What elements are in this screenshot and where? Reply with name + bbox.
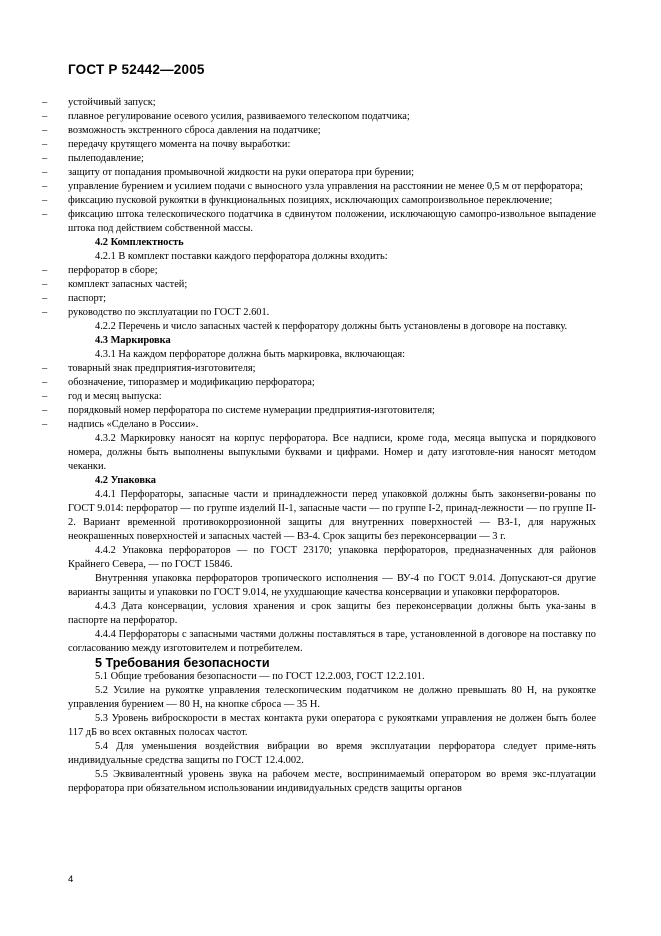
clause-5-2: 5.2 Усилие на рукоятке управления телескопическим податчиком не должно превышать 80 Н, на рукоятке управления бурением — 80 Н, на кнопке сброса — 35 Н. [68, 685, 596, 710]
clause-5-5: 5.5 Эквивалентный уровень звука на рабочем месте, воспринимаемый оператором во время экс-плуатации перфоратора при обязательном использовании индивидуальных средств защиты органов [68, 769, 596, 794]
list-item: – обозначение, типоразмер и модификацию перфоратора; [42, 377, 315, 388]
dash-marker: – [42, 293, 48, 304]
list-item: – перфоратор в сборе; [42, 265, 158, 276]
section-heading-4-4: 4.2 Упаковка [95, 475, 156, 486]
page-header: ГОСТ Р 52442—2005 [68, 62, 205, 77]
page-content [42, 96, 596, 796]
chapter-heading-5: 5 Требования безопасности [95, 656, 270, 670]
section-heading-4-3: 4.3 Маркировка [95, 335, 171, 346]
clause-4-4-2: 4.4.2 Упаковка перфораторов — по ГОСТ 23170; упаковка перфораторов, предназначенных для районов Крайнего Севера, — по ГОСТ 15846. [68, 545, 596, 570]
clause-4-4-3: 4.4.3 Дата консервации, условия хранения и срок защиты без переконсервации должны быть ука-заны в паспорте на перфоратор. [68, 601, 596, 626]
list-item: – порядковый номер перфоратора по системе нумерации предприятия-изготовителя; [42, 405, 435, 416]
clause-5-3: 5.3 Уровень виброскорости в местах контакта руки оператора с рукоятками управления не должен быть более 117 дБ во всех октавных полосах частот. [68, 713, 596, 738]
list-item: – комплект запасных частей; [42, 279, 188, 290]
dash-marker: – [42, 307, 48, 318]
clause-5-1: 5.1 Общие требования безопасности — по ГОСТ 12.2.003, ГОСТ 12.2.101. [95, 671, 425, 682]
dash-marker: – [42, 97, 48, 108]
dash-marker: – [42, 181, 48, 192]
clause-4-4-1: 4.4.1 Перфораторы, запасные части и принадлежности перед упаковкой должны быть законserви-рованы по ГОСТ 9.014: перфоратор — по группе изделий II-1, запасные части — по группе I-2, принад-лежности — по группе II-2. Вариант временной противокоррозионной защиты для внутренних поверхностей — ВЗ-1, для наружных неокрашенных поверхностей и запасных частей — ВЗ-4. Срок защиты без переконсервации — 3 г. [68, 489, 596, 542]
list-item: – паспорт; [42, 293, 107, 304]
dash-marker: – [42, 377, 48, 388]
list-item: – товарный знак предприятия-изготовителя; [42, 363, 256, 374]
section-heading-4-2: 4.2 Комплектность [95, 237, 184, 248]
clause-4-2-2: 4.2.2 Перечень и число запасных частей к перфоратору должны быть установлены в договоре на поставку. [95, 321, 568, 332]
dash-marker: – [42, 279, 48, 290]
dash-marker: – [42, 391, 48, 402]
list-item: – надпись «Сделано в России». [42, 419, 199, 430]
dash-marker: – [42, 195, 48, 206]
dash-marker: – [42, 265, 48, 276]
list-item: – фиксацию штока телескопического податчика в сдвинутом положении, исключающую самопро-извольное выпадение штока под действием собственной массы. [42, 209, 596, 234]
dash-marker: – [42, 405, 48, 416]
dash-marker: – [42, 153, 48, 164]
clause-4-3-2: 4.3.2 Маркировку наносят на корпус перфоратора. Все надписи, кроме года, месяца выпуска и порядкового номера, должны быть выполнены выпуклыми буквами и цифрами. Номер и дату изготовле-ния наносят методом чеканки. [68, 433, 596, 472]
dash-marker: – [42, 139, 48, 150]
dash-marker: – [42, 167, 48, 178]
list-item: – управление бурением и усилием подачи с выносного узла управления на расстоянии не менее 0,5 м от перфоратора; [42, 181, 583, 192]
dash-marker: – [42, 111, 48, 122]
dash-marker: – [42, 419, 48, 430]
list-item: – руководство по эксплуатации по ГОСТ 2.601. [42, 307, 270, 318]
dash-marker: – [42, 125, 48, 136]
page-number: 4 [68, 874, 74, 885]
list-item: – плавное регулирование осевого усилия, развиваемого телескопом податчика; [42, 111, 410, 122]
clause-4-2-1: 4.2.1 В комплект поставки каждого перфоратора должны входить: [95, 251, 388, 262]
clause-5-4: 5.4 Для уменьшения воздействия вибрации во время эксплуатации перфоратора следует приме-нять индивидуальные средства защиты по ГОСТ 12.4.002. [68, 741, 596, 766]
dash-marker: – [42, 363, 48, 374]
dash-marker: – [42, 209, 48, 220]
clause-4-4-4: 4.4.4 Перфораторы с запасными частями должны поставляться в таре, установленной в договоре на поставку по согласованию между изготовителем и потребителем. [68, 629, 596, 654]
list-item: – пылеподавление; [42, 153, 144, 164]
list-item: – фиксацию пусковой рукоятки в функциональных позициях, исключающих самопроизвольное переключение; [42, 195, 553, 206]
list-item: – устойчивый запуск; [42, 97, 156, 108]
list-item: – возможность экстренного сброса давления на податчике; [42, 125, 321, 136]
list-item: – защиту от попадания промывочной жидкости на руки оператора при бурении; [42, 167, 415, 178]
list-item: – передачу крутящего момента на почву выработки: [42, 139, 291, 150]
list-item: – год и месяц выпуска: [42, 391, 162, 402]
clause-4-4-2-cont: Внутренняя упаковка перфораторов тропического исполнения — ВУ-4 по ГОСТ 9.014. Допускают-ся другие варианты защиты и упаковки по ГОСТ 9.014, не ухудшающие качества консервации и упаковки перфораторов. [68, 573, 596, 598]
clause-4-3-1: 4.3.1 На каждом перфораторе должна быть маркировка, включающая: [95, 349, 405, 360]
